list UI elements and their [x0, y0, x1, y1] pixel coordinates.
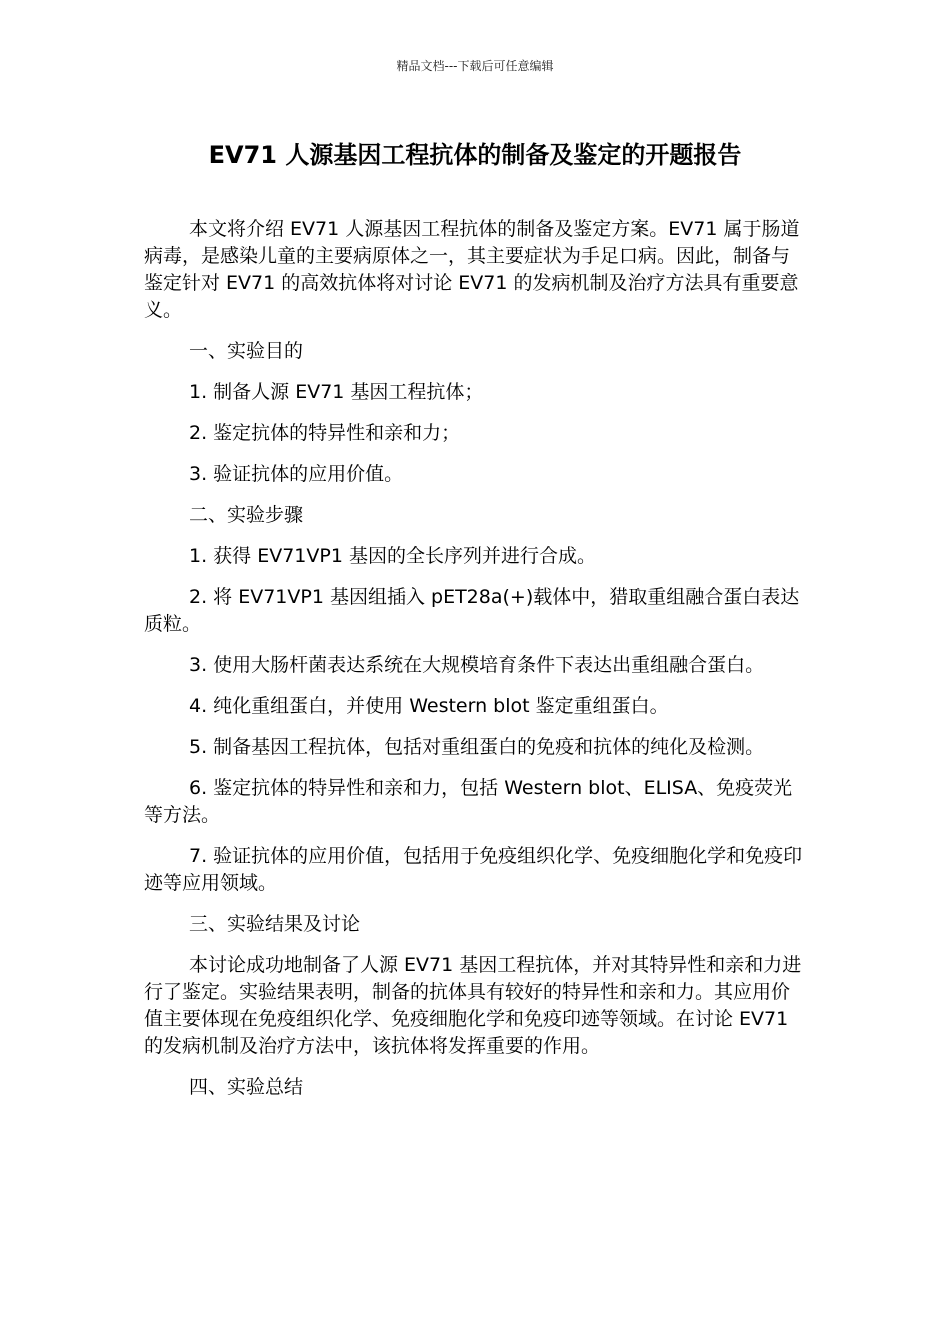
document-body [144, 216, 808, 1115]
step-item: 4. 纯化重组蛋白，并使用 Western blot 鉴定重组蛋白。 [189, 695, 669, 717]
step-item: 3. 使用大肠杆菌表达系统在大规模培育条件下表达出重组融合蛋白。 [189, 654, 765, 676]
section-heading-objectives: 一、实验目的 [189, 340, 304, 362]
intro-paragraph: 本文将介绍 EV71 人源基因工程抗体的制备及鉴定方案。EV71 属于肠道病毒，是感染儿童的主要病原体之一，其主要症状为手足口病。因此，制备与鉴定针对 EV71 的高效抗体将对讨论 EV71 的发病机制及治疗方法具有重要意义。 [144, 218, 800, 321]
step-item: 7. 验证抗体的应用价值，包括用于免疫组织化学、免疫细胞化学和免疫印迹等应用领域。 [144, 845, 803, 894]
step-item: 6. 鉴定抗体的特异性和亲和力，包括 Western blot、ELISA、免疫荧光等方法。 [144, 777, 793, 826]
results-paragraph: 本讨论成功地制备了人源 EV71 基因工程抗体，并对其特异性和亲和力进行了鉴定。实验结果表明，制备的抗体具有较好的特异性和亲和力。其应用价值主要体现在免疫组织化学、免疫细胞化学和免疫印迹等领域。在讨论 EV71 的发病机制及治疗方法中，该抗体将发挥重要的作用。 [144, 954, 802, 1057]
section-heading-results: 三、实验结果及讨论 [189, 913, 361, 935]
step-item: 1. 获得 EV71VP1 基因的全长序列并进行合成。 [189, 545, 596, 567]
document-title: EV71 人源基因工程抗体的制备及鉴定的开题报告 [208, 141, 742, 169]
section-heading-steps: 二、实验步骤 [189, 504, 304, 526]
page-header: 精品文档---下载后可任意编辑 [396, 59, 554, 73]
objective-item: 1. 制备人源 EV71 基因工程抗体； [189, 381, 484, 403]
section-heading-summary: 四、实验总结 [189, 1076, 304, 1098]
step-item: 2. 将 EV71VP1 基因组插入 pET28a(+)载体中，猎取重组融合蛋白表达质粒。 [144, 586, 800, 635]
objective-item: 3. 验证抗体的应用价值。 [189, 463, 404, 485]
objective-item: 2. 鉴定抗体的特异性和亲和力； [189, 422, 461, 444]
step-item: 5. 制备基因工程抗体，包括对重组蛋白的免疫和抗体的纯化及检测。 [189, 736, 765, 758]
